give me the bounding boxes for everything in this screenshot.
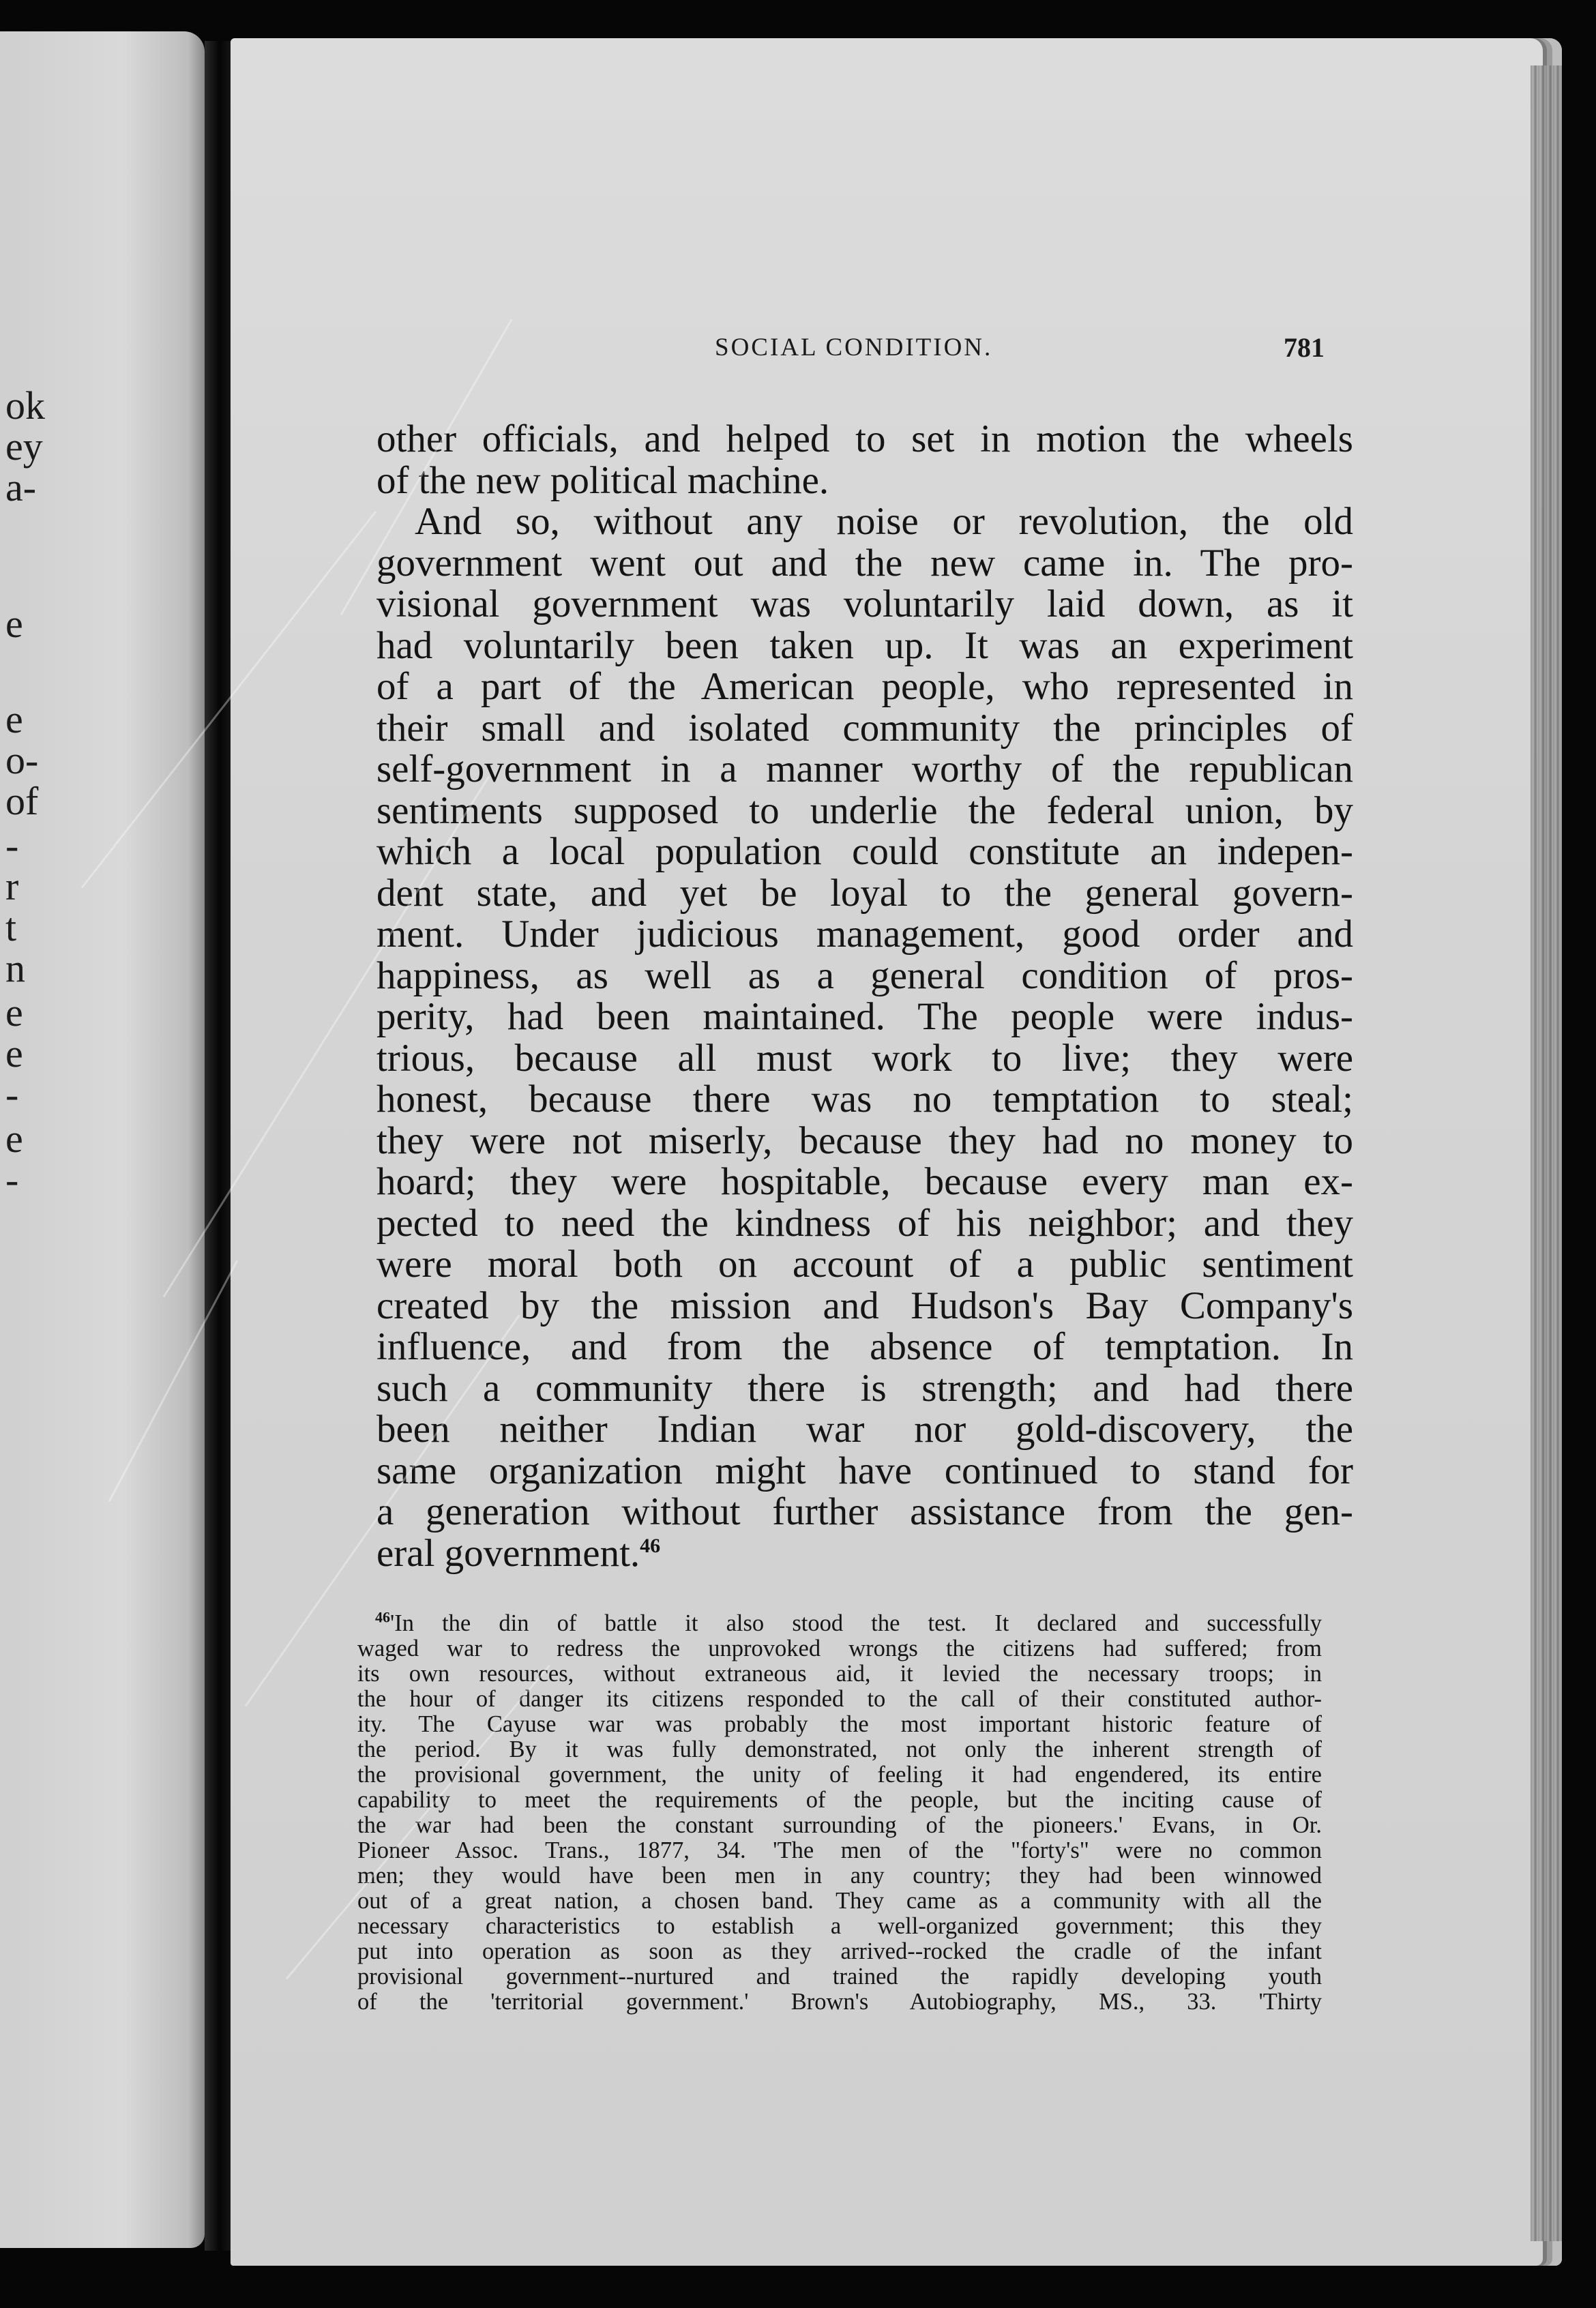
left-page-edge xyxy=(0,31,205,2248)
footnote-line: men; they would have been men in any country; they had been winnowed xyxy=(357,1863,1322,1889)
body-line: a generation without further assistance from the gen- xyxy=(376,1490,1353,1533)
body-line: And so, without any noise or revolution, the old xyxy=(415,500,1353,543)
left-page-fragment: of xyxy=(5,779,39,823)
left-page-fragment: - xyxy=(5,823,19,868)
body-text xyxy=(376,419,1353,1574)
footnote-reference: 46 xyxy=(640,1534,661,1557)
body-line: such a community there is strength; and had there xyxy=(376,1366,1353,1410)
left-page-fragment: n xyxy=(5,946,25,990)
body-line: pected to need the kindness of his neighbor; and they xyxy=(376,1201,1353,1245)
body-line: been neither Indian war nor gold-discovery, the xyxy=(376,1408,1353,1451)
footnote-line-text: 'In the din of battle it also stood the test. It declared and successfully xyxy=(390,1610,1322,1636)
running-head: SOCIAL CONDITION. xyxy=(715,334,993,361)
body-line: sentiments supposed to underlie the federal union, by xyxy=(376,788,1353,832)
footnote-line: out of a great nation, a chosen band. They came as a community with all the xyxy=(357,1888,1322,1914)
page-stack-edge xyxy=(1531,65,1562,2241)
body-line: ment. Under judicious management, good order and xyxy=(376,913,1353,956)
footnote-line: provisional government--nurtured and trained the rapidly developing youth xyxy=(357,1964,1322,1989)
left-page-fragment: t xyxy=(5,905,17,949)
body-line: created by the mission and Hudson's Bay Company's xyxy=(376,1284,1353,1327)
left-page-fragment: e xyxy=(5,1031,23,1076)
body-line: they were not miserly, because they had no money to xyxy=(376,1119,1353,1162)
body-line: had voluntarily been taken up. It was an experiment xyxy=(376,623,1353,667)
body-line: of the new political machine. xyxy=(376,458,829,502)
footnote-line: of the 'territorial government.' Brown's Autobiography, MS., 33. 'Thirty xyxy=(357,1989,1322,2015)
footnote-mark: 46 xyxy=(375,1608,390,1626)
left-page-fragment: o- xyxy=(5,738,39,782)
left-page-fragment: ok xyxy=(5,383,45,428)
left-page-fragment: e xyxy=(5,1116,23,1161)
footnote-line: capability to meet the requirements of the people, but the inciting cause of xyxy=(357,1787,1322,1813)
body-line: visional government was voluntarily laid down, as it xyxy=(376,582,1353,625)
body-line: which a local population could constitute an indepen- xyxy=(376,830,1353,873)
left-page-fragment: - xyxy=(5,1072,19,1116)
footnote xyxy=(357,1608,1322,2015)
body-line: same organization might have continued to stand for xyxy=(376,1449,1353,1492)
body-line: dent state, and yet be loyal to the general govern- xyxy=(376,871,1353,915)
body-line: were moral both on account of a public sentiment xyxy=(376,1243,1353,1286)
body-line: perity, had been maintained. The people were indus- xyxy=(376,995,1353,1038)
left-page-fragment: a- xyxy=(5,465,37,509)
footnote-line: the provisional government, the unity of feeling it had engendered, its entire xyxy=(357,1762,1322,1788)
left-page-fragment: e xyxy=(5,990,23,1035)
footnote-line: necessary characteristics to establish a well-organized government; this they xyxy=(357,1913,1322,1939)
left-page-fragment: r xyxy=(5,864,19,908)
body-line: of a part of the American people, who represented in xyxy=(376,665,1353,708)
footnote-line: its own resources, without extraneous aid, it levied the necessary troops; in xyxy=(357,1661,1322,1687)
left-page-fragment: - xyxy=(5,1157,19,1202)
footnote-line xyxy=(357,1608,1322,1636)
body-line: self-government in a manner worthy of the republican xyxy=(376,748,1353,790)
page-header xyxy=(231,319,1562,367)
left-page-fragment: e xyxy=(5,697,23,741)
body-line: government went out and the new came in. The pro- xyxy=(376,541,1353,585)
body-line: happiness, as well as a general condition of pros- xyxy=(376,953,1353,997)
body-line: other officials, and helped to set in motion the wheels xyxy=(376,417,1353,460)
body-line: eral government.$^{46}$ xyxy=(376,1531,661,1575)
left-page-fragment: ey xyxy=(5,424,43,469)
footnote-line: ity. The Cayuse war was probably the most important historic feature of xyxy=(357,1711,1322,1737)
body-line: hoard; they were hospitable, because every man ex- xyxy=(376,1160,1353,1203)
body-line: honest, because there was no temptation to steal; xyxy=(376,1078,1353,1121)
right-page xyxy=(231,38,1562,2266)
left-page-fragment: e xyxy=(5,602,23,646)
body-line: trious, because all must work to live; they were xyxy=(376,1036,1353,1080)
footnote-line: Pioneer Assoc. Trans., 1877, 34. 'The men of the "forty's" were no common xyxy=(357,1837,1322,1863)
body-line: their small and isolated community the principles of xyxy=(376,706,1353,750)
footnote-line: waged war to redress the unprovoked wrongs the citizens had suffered; from xyxy=(357,1636,1322,1661)
body-line: influence, and from the absence of temptation. In xyxy=(376,1325,1353,1368)
footnote-line: the period. By it was fully demonstrated, not only the inherent strength of xyxy=(357,1736,1322,1762)
footnote-line: the hour of danger its citizens responded to the call of their constituted author- xyxy=(357,1686,1322,1712)
page-number: 781 xyxy=(1284,332,1325,363)
footnote-line: put into operation as soon as they arrived--rocked the cradle of the infant xyxy=(357,1938,1322,1964)
footnote-line: the war had been the constant surrounding of the pioneers.' Evans, in Or. xyxy=(357,1812,1322,1838)
